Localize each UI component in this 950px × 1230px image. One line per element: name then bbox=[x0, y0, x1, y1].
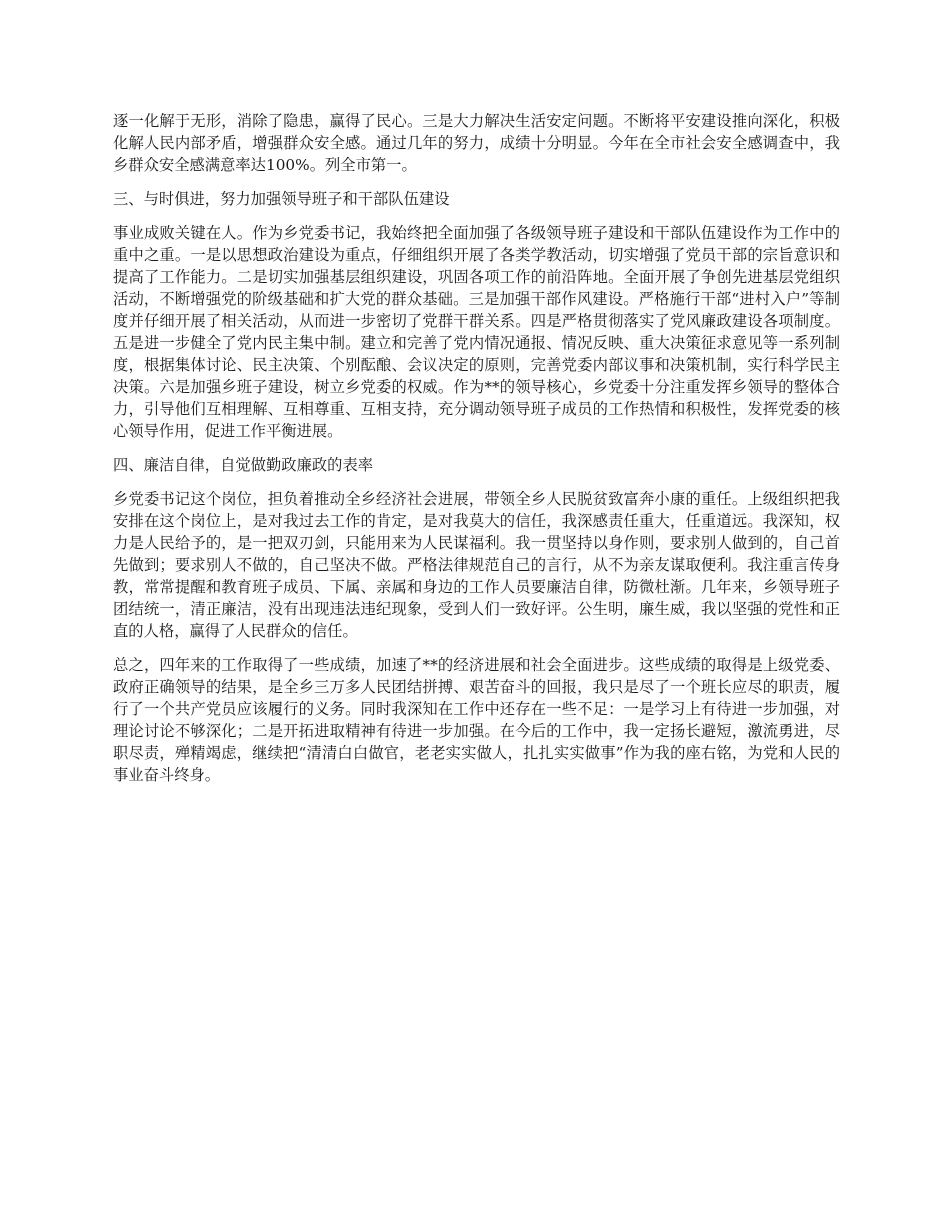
section-heading-4: 四、廉洁自律，自觉做勤政廉政的表率 bbox=[113, 456, 374, 474]
paragraph-conclusion: 总之，四年来的工作取得了一些成绩，加速了**的经济进展和社会全面进步。这些成绩的取得是上级党委、政府正确领导的结果，是全乡三万多人民团结拼搏、艰苦奋斗的回报，我只是尽了一个班长应尽的职责，履行了一个共产党员应该履行的义务。同时我深知在工作中还存在一些不足：一是学习上有待进一步加强，对理论讨论不够深化；二是开拓进取精神有待进一步加强。在今后的工作中，我一定扬长避短，激流勇进，尽职尽责，殚精竭虑，继续把“清清白白做官，老老实实做人，扎扎实实做事”作为我的座右铭，为党和人民的事业奋斗终身。 bbox=[113, 656, 840, 784]
paragraph-safety: 逐一化解于无形，消除了隐患，赢得了民心。三是大力解决生活安定问题。不断将平安建设推向深化，积极化解人民内部矛盾，增强群众安全感。通过几年的努力，成绩十分明显。今年在全市社会安全感调查中，我乡群众安全感满意率达100%。列全市第一。 bbox=[113, 112, 840, 174]
document-body bbox=[113, 110, 840, 798]
paragraph-leadership: 事业成败关键在人。作为乡党委书记，我始终把全面加强了各级领导班子建设和干部队伍建设作为工作中的重中之重。一是以思想政治建设为重点，仔细组织开展了各类学教活动，切实增强了党员干部的宗旨意识和提高了工作能力。二是切实加强基层组织建设，巩固各项工作的前沿阵地。全面开展了争创先进基层党组织活动，不断增强党的阶级基础和扩大党的群众基础。三是加强干部作风建设。严格施行干部“进村入户”等制度并仔细开展了相关活动，从而进一步密切了党群干群关系。四是严格贯彻落实了党风廉政建设各项制度。五是进一步健全了党内民主集中制。建立和完善了党内情况通报、情况反映、重大决策征求意见等一系列制度，根据集体讨论、民主决策、个别酝酿、会议决定的原则，完善党委内部议事和决策机制，实行科学民主决策。六是加强乡班子建设，树立乡党委的权威。作为**的领导核心，乡党委十分注重发挥乡领导的整体合力，引导他们互相理解、互相尊重、互相支持，充分调动领导班子成员的工作热情和积极性，发挥党委的核心领导作用，促进工作平衡进展。 bbox=[113, 224, 840, 440]
paragraph-integrity: 乡党委书记这个岗位，担负着推动全乡经济社会进展，带领全乡人民脱贫致富奔小康的重任。上级组织把我安排在这个岗位上，是对我过去工作的肯定，是对我莫大的信任，我深感责任重大，任重道远。我深知，权力是人民给予的，是一把双刃剑，只能用来为人民谋福利。我一贯坚持以身作则，要求别人做到的，自己首先做到；要求别人不做的，自己坚决不做。严格法律规范自己的言行，从不为亲友谋取便利。我注重言传身教，常常提醒和教育班子成员、下属、亲属和身边的工作人员要廉洁自律，防微杜渐。几年来，乡领导班子团结统一，清正廉洁，没有出现违法违纪现象，受到人们一致好评。公生明，廉生威，我以坚强的党性和正直的人格，赢得了人民群众的信任。 bbox=[113, 490, 840, 640]
section-heading-3: 三、与时俱进，努力加强领导班子和干部队伍建设 bbox=[113, 190, 450, 208]
